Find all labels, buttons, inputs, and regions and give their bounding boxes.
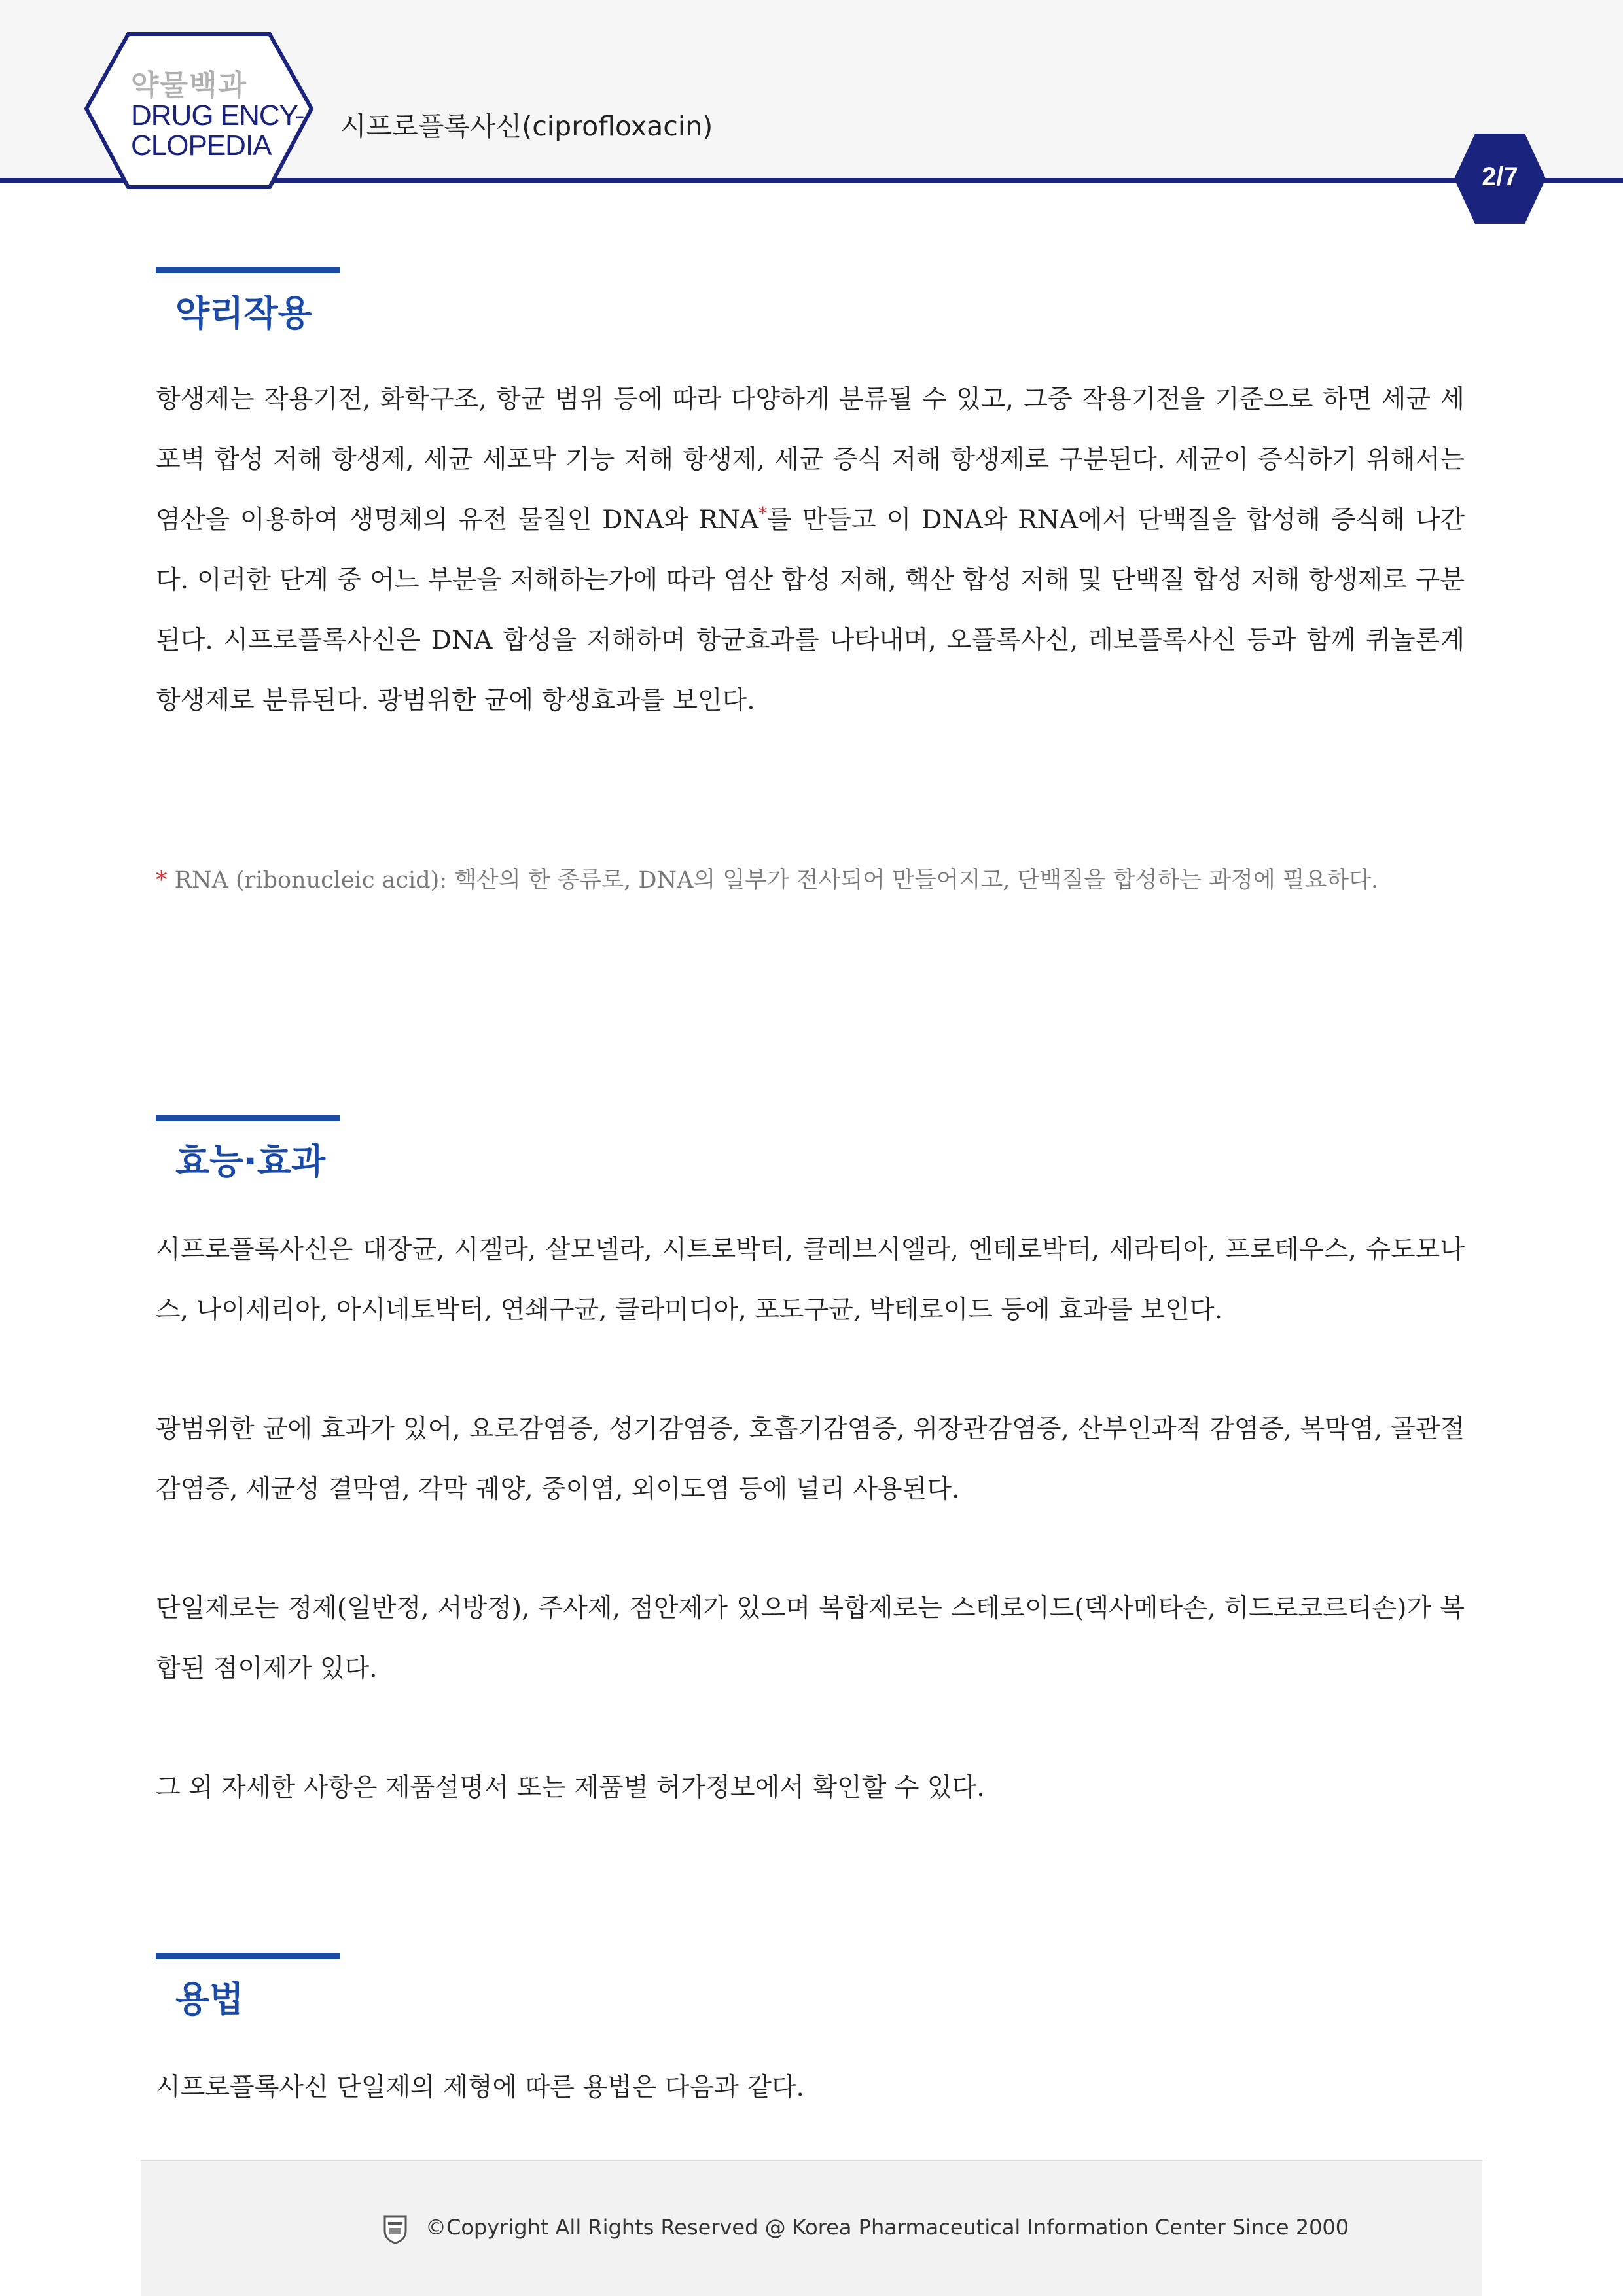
section-bar-usage (156, 1953, 340, 1959)
shield-logo-icon (382, 2214, 408, 2244)
section-title-efficacy: 효능·효과 (175, 1141, 326, 1182)
document-title: 시프로플록사신(ciprofloxacin) (340, 111, 713, 142)
footnote (156, 855, 1465, 906)
pharmacology-text-1: 항생제는 작용기전, 화학구조, 항균 범위 등에 따라 다양하게 분류될 수 있고, 그중 작용기전을 기준으로 하면 세균 세포벽 합성 저해 항생제, 세균 세포막 기능 저해 항생제, 세균 증식 저해 항생제로 구분된다. 세균이 증식하기 위해서는 염산을 이용하여 생명체의 유전 물질인 DNA와 RNA (156, 385, 1465, 535)
logo-korean: 약물백과 (131, 69, 248, 102)
logo-english-line2: CLOPEDIA (131, 130, 272, 162)
efficacy-paragraph-3: 단일제로는 정제(일반정, 서방정), 주사제, 점안제가 있으며 복합제로는 스테로이드(덱사메타손, 히드로코르티손)가 복합된 점이제가 있다. (156, 1594, 1465, 1683)
section-title-usage: 용법 (175, 1979, 244, 2020)
footnote-text: RNA (ribonucleic acid): 핵산의 한 종류로, DNA의 일부가 전사되어 만들어지고, 단백질을 합성하는 과정에 필요하다. (167, 867, 1379, 893)
copyright-text: ©Copyright All Rights Reserved @ Korea Pharmaceutical Information Center Since 2000 (425, 2215, 1349, 2240)
section-title-pharmacology: 약리작용 (175, 293, 312, 334)
efficacy-paragraph-4: 그 외 자세한 사항은 제품설명서 또는 제품별 허가정보에서 확인할 수 있다. (156, 1773, 985, 1803)
pharmacology-text-2: 를 만들고 이 DNA와 RNA에서 단백질을 합성해 증식해 나간다. 이러한 단계 중 어느 부분을 저해하는가에 따라 염산 합성 저해, 핵산 합성 저해 및 단백질 합성 저해 항생제로 구분된다. 시프로플록사신은 DNA 합성을 저해하며 항균효과를 나타내며, 오플록사신, 레보플록사신 등과 함께 퀴놀론계 항생제로 분류된다. 광범위한 균에 항생효과를 보인다. (156, 505, 1465, 715)
pharmacology-paragraph (156, 370, 1465, 731)
page-number: 2/7 (1482, 162, 1518, 191)
logo-english-line1: DRUG ENCY- (131, 99, 304, 132)
section-bar-efficacy (156, 1115, 340, 1121)
footnote-star: * (156, 867, 168, 893)
logo (131, 71, 304, 162)
footnote-marker: * (758, 504, 768, 524)
section-bar-pharmacology (156, 267, 340, 273)
efficacy-paragraph-2: 광범위한 균에 효과가 있어, 요로감염증, 성기감염증, 호흡기감염증, 위장관감염증, 산부인과적 감염증, 복막염, 골관절감염증, 세균성 결막염, 각막 궤양, 중이염, 외이도염 등에 널리 사용된다. (156, 1414, 1465, 1504)
usage-paragraph-1: 시프로플록사신 단일제의 제형에 따른 용법은 다음과 같다. (156, 2073, 804, 2102)
efficacy-paragraph-1: 시프로플록사신은 대장균, 시겔라, 살모넬라, 시트로박터, 클레브시엘라, 엔테로박터, 세라티아, 프로테우스, 슈도모나스, 나이세리아, 아시네토박터, 연쇄구균, 클라미디아, 포도구균, 박테로이드 등에 효과를 보인다. (156, 1235, 1465, 1325)
